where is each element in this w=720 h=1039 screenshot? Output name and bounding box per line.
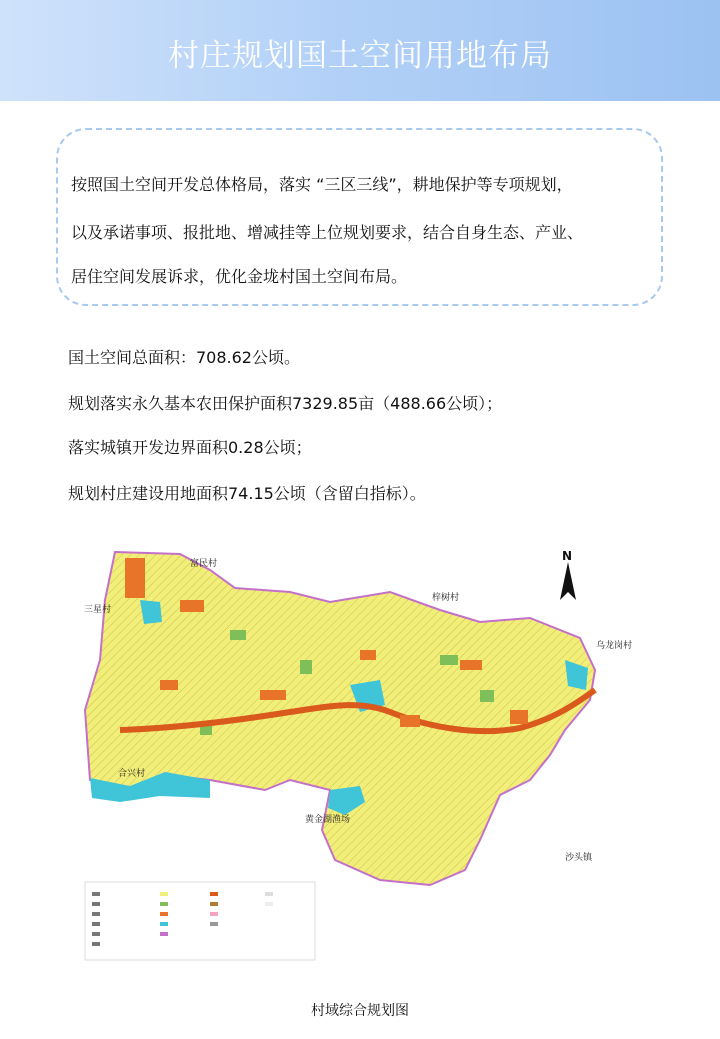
map-svg	[60, 540, 680, 980]
intro-line: 居住空间发展诉求，优化金垅村国土空间布局。	[71, 267, 408, 286]
label-sanxing: 三星村	[84, 605, 112, 615]
settlement	[400, 715, 420, 727]
stat-village-construction: 规划村庄建设用地面积74.15公顷（含留白指标）。	[68, 484, 426, 503]
label-zishu: 梓树村	[432, 593, 460, 603]
settlement	[260, 690, 286, 700]
map-legend	[85, 882, 315, 960]
green-patch	[230, 630, 246, 640]
village-plan-map	[60, 540, 680, 980]
label-shatou: 沙头镇	[565, 853, 593, 863]
green-patch	[300, 660, 312, 674]
intro-line: 按照国土空间开发总体格局，落实 “三区三线”，耕地保护等专项规划，	[71, 175, 573, 194]
map-caption: 村域综合规划图	[311, 1003, 409, 1019]
settlement	[160, 680, 178, 690]
green-patch	[480, 690, 494, 702]
label-fumin: 富民村	[190, 559, 218, 569]
green-patch	[440, 655, 458, 665]
intro-box	[56, 128, 663, 306]
settlement	[460, 660, 482, 670]
page-title: 村庄规划国土空间用地布局	[168, 38, 552, 74]
page-header	[0, 0, 720, 101]
label-wulonggang: 乌龙岗村	[596, 641, 633, 651]
settlement	[125, 558, 145, 598]
north-arrow	[560, 549, 576, 600]
label-hexing: 合兴村	[118, 769, 146, 779]
stat-total-area: 国土空间总面积：708.62公顷。	[68, 348, 300, 367]
settlement	[510, 710, 528, 724]
settlement	[180, 600, 204, 612]
intro-line: 以及承诺事项、报批地、增减挂等上位规划要求，结合自身生态、产业、	[71, 223, 584, 242]
stat-urban-boundary: 落实城镇开发边界面积0.28公顷；	[68, 438, 312, 457]
north-label: N	[562, 549, 573, 563]
settlement	[360, 650, 376, 660]
label-huangjinhu: 黄金湖渔场	[305, 815, 351, 825]
stat-farmland-area: 规划落实永久基本农田保护面积7329.85亩（488.66公顷）；	[68, 394, 503, 413]
